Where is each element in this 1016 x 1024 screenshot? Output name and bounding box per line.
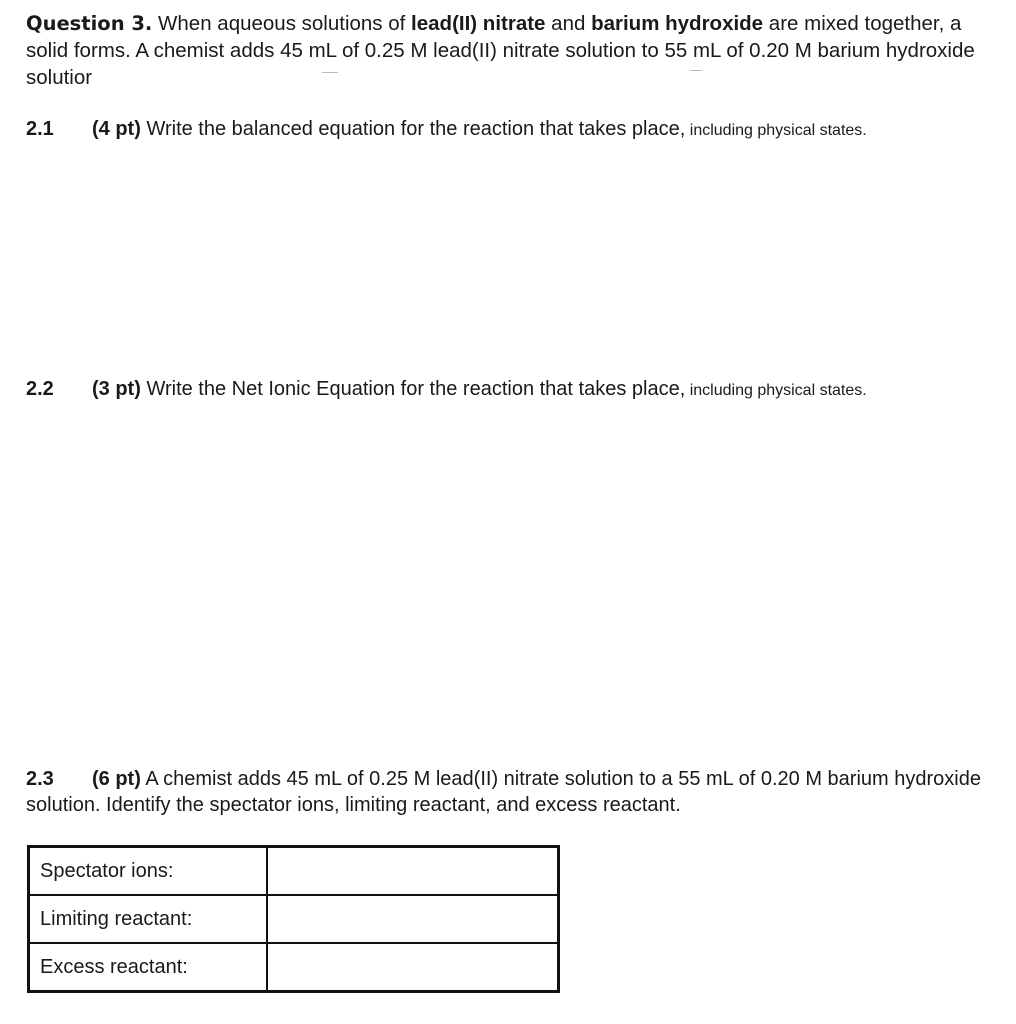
part-prompt-suffix: including physical states. [685, 122, 867, 139]
part-points: (4 pt) [92, 118, 141, 140]
part-points: (3 pt) [92, 378, 141, 400]
part-number: 2.2 [26, 378, 54, 400]
part-prompt: A chemist adds 45 mL of 0.25 M lead(II) nitrate solution to a 55 mL of 0.20 M barium hydroxide solution. Identify the spectator ions, limiting reactant, and excess reactant. [26, 768, 981, 816]
spectator-ions-label: Spectator ions: [29, 847, 268, 896]
question-intro [26, 10, 1001, 91]
scan-smudge [322, 72, 338, 73]
scan-smudge [690, 70, 702, 71]
part-prompt: Write the Net Ionic Equation for the reaction that takes place, [140, 378, 686, 400]
question-title: Question 3. [26, 12, 153, 35]
excess-reactant-answer-cell[interactable] [267, 943, 559, 992]
question-text-1: When aqueous solutions of [152, 12, 412, 35]
part-prompt-suffix: including physical states. [685, 382, 867, 399]
reactant-lead-nitrate: lead(II) nitrate [411, 12, 546, 35]
part-2-2 [26, 376, 996, 404]
part-number: 2.1 [26, 118, 54, 140]
answer-table [27, 845, 560, 993]
question-text-2: and [545, 12, 592, 35]
question-text-3: are mixed together, a solid forms. A chemist adds 45 mL of 0.25 M lead(II) nitrate solution to 55 mL of 0.20 M barium hydroxide solutior [26, 12, 975, 89]
reactant-barium-hydroxide: barium hydroxide [591, 12, 764, 35]
part-points: (6 pt) [92, 768, 141, 790]
spectator-ions-answer-cell[interactable] [267, 847, 559, 896]
table-row [29, 895, 559, 943]
limiting-reactant-answer-cell[interactable] [267, 895, 559, 943]
part-2-1 [26, 116, 996, 144]
limiting-reactant-label: Limiting reactant: [29, 895, 268, 943]
part-prompt: Write the balanced equation for the reaction that takes place, [140, 118, 686, 140]
table-row [29, 847, 559, 896]
excess-reactant-label: Excess reactant: [29, 943, 268, 992]
part-number: 2.3 [26, 768, 54, 790]
part-2-3 [26, 766, 1001, 818]
table-row [29, 943, 559, 992]
